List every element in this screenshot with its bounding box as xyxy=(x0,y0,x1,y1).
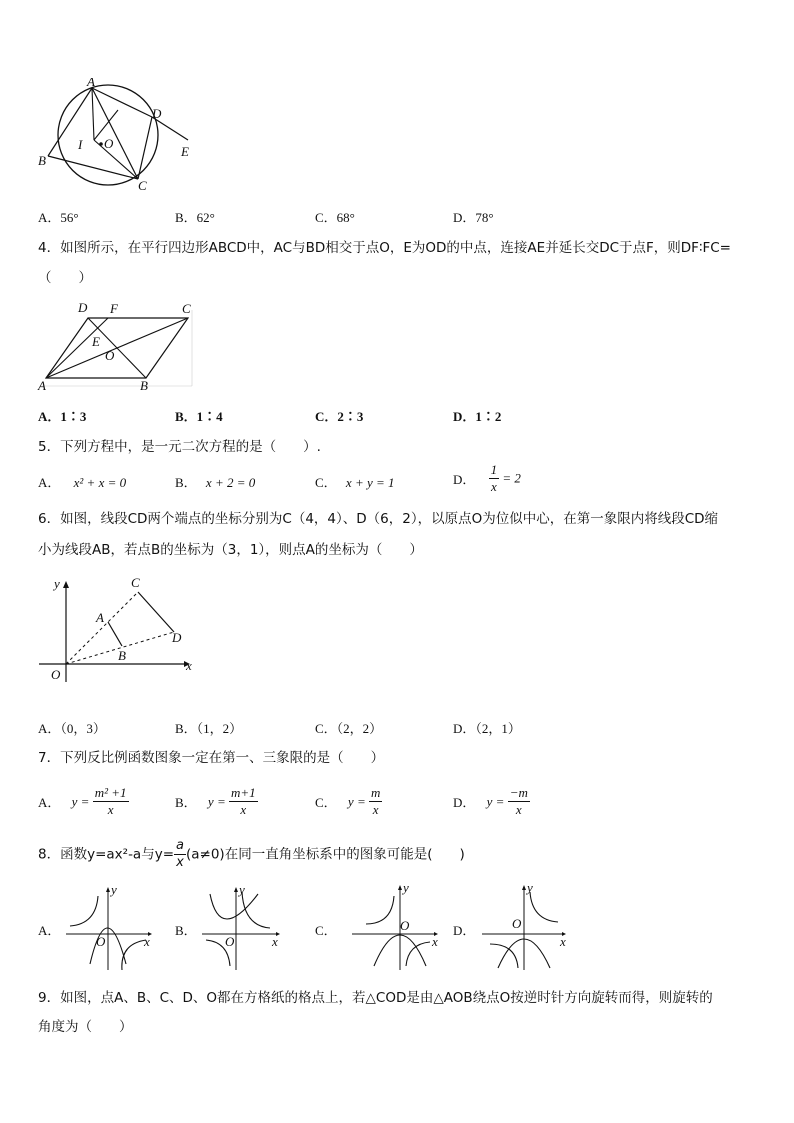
q6-label-x: x xyxy=(186,658,192,673)
q8-c-o-label: O xyxy=(400,918,410,933)
q8-a-x-label: x xyxy=(144,934,150,949)
q6-label-A: A xyxy=(96,610,104,625)
q5-option-c-prefix: C． xyxy=(315,475,337,490)
q3-circle-figure xyxy=(30,78,205,198)
q6-label-y: y xyxy=(54,576,60,591)
q6-label-D: D xyxy=(172,630,182,645)
q5-option-b-eq: x + 2 = 0 xyxy=(205,475,256,490)
q5-option-a[interactable] xyxy=(38,472,126,491)
q7-option-c-denominator: x xyxy=(372,802,379,817)
q6-option-a[interactable]: A．（0，3） xyxy=(38,721,106,736)
q3-label-E: E xyxy=(181,144,189,159)
q6-option-d[interactable]: D．（2，1） xyxy=(453,721,521,736)
q8-b-x-label: x xyxy=(272,934,278,949)
q6-label-B: B xyxy=(118,648,126,663)
q7-option-a-denominator: x xyxy=(107,802,114,817)
q5-option-d[interactable] xyxy=(453,462,521,495)
q4-label-A: A xyxy=(38,378,46,393)
q7-option-d-numerator: −m xyxy=(509,785,528,800)
q5-option-a-prefix: A． xyxy=(38,475,61,490)
q3-option-b[interactable]: B．62° xyxy=(175,210,215,225)
q8-c-y-label: y xyxy=(403,882,409,895)
q7-option-a-prefix: A． xyxy=(38,795,61,810)
q7-option-c-fraction xyxy=(369,785,382,818)
q7-option-c-prefix: C． xyxy=(315,795,337,810)
q7-option-d[interactable] xyxy=(453,785,530,818)
q7-option-c[interactable] xyxy=(315,785,382,818)
q8-a-y-label: y xyxy=(111,882,117,897)
q3-label-B: B xyxy=(38,153,46,168)
q6-option-c[interactable]: C．（2，2） xyxy=(315,721,383,736)
q7-option-d-denominator: x xyxy=(515,802,522,817)
q8-c-x-label: x xyxy=(432,934,438,949)
q4-question-cont: （ ） xyxy=(38,270,92,286)
q8-graph-b xyxy=(198,882,298,972)
q3-option-c[interactable]: C．68° xyxy=(315,210,355,225)
q9-question-cont: 角度为（ ） xyxy=(38,1019,133,1035)
q4-option-a[interactable]: A．1∶3 xyxy=(38,409,87,424)
q6-label-C: C xyxy=(131,575,140,590)
q7-option-b-fraction xyxy=(229,785,258,818)
q8-b-y-label: y xyxy=(239,882,245,897)
q4-label-D: D xyxy=(78,300,88,315)
q8-question-part-a: 8．函数y=ax²-a与y= xyxy=(38,846,175,863)
q4-question: 4．如图所示，在平行四边形ABCD中，AC与BD相交于点O，E为OD的中点，连接AE并延长交DC于点F，则DF∶FC= xyxy=(38,240,731,256)
q6-label-O: O xyxy=(51,667,61,682)
q7-option-c-numerator: m xyxy=(370,785,381,800)
q7-option-a-numerator: m² +1 xyxy=(94,785,127,800)
q3-option-d[interactable]: D．78° xyxy=(453,210,494,225)
q5-option-d-fraction xyxy=(489,462,500,495)
q7-option-b[interactable] xyxy=(175,785,258,818)
q3-label-D: D xyxy=(152,106,162,121)
q8-d-y-label: y xyxy=(527,882,533,895)
q4-label-F: F xyxy=(110,301,118,316)
q8-question-part-b: (a≠0)在同一直角坐标系中的图象可能是( ) xyxy=(185,846,465,863)
q7-option-a-lhs: y = xyxy=(71,793,90,809)
q5-option-d-rest: = 2 xyxy=(502,470,521,486)
q8-a-o-label: O xyxy=(96,934,106,949)
q8-d-x-label: x xyxy=(560,934,566,949)
q4-option-c[interactable]: C．2∶3 xyxy=(315,409,364,424)
q4-label-E: E xyxy=(92,334,100,349)
q8-d-o-label: O xyxy=(512,916,522,931)
q4-option-b[interactable]: B．1∶4 xyxy=(175,409,223,424)
q8-option-b[interactable]: B． xyxy=(175,923,197,938)
q5-option-c-eq: x + y = 1 xyxy=(345,475,395,490)
q7-option-d-fraction xyxy=(508,785,530,818)
q6-option-b[interactable]: B．（1，2） xyxy=(175,721,243,736)
q8-b-o-label: O xyxy=(225,934,235,949)
q7-option-b-lhs: y = xyxy=(207,793,226,809)
q3-option-a[interactable]: A．56° xyxy=(38,210,79,225)
q3-label-A: A xyxy=(87,78,95,89)
q5-option-a-eq: x² + x = 0 xyxy=(73,475,127,490)
q5-option-b[interactable] xyxy=(175,472,255,491)
q8-graph-a xyxy=(60,882,160,972)
q5-option-c[interactable] xyxy=(315,472,395,491)
q8-option-c[interactable]: C． xyxy=(315,923,337,938)
q7-option-d-lhs: y = xyxy=(486,793,505,809)
q7-option-b-denominator: x xyxy=(240,802,247,817)
q7-option-b-prefix: B． xyxy=(175,795,197,810)
q6-question-cont: 小为线段AB，若点B的坐标为（3，1），则点A的坐标为（ ） xyxy=(38,542,423,558)
q4-option-d[interactable]: D．1∶2 xyxy=(453,409,502,424)
q6-question: 6．如图，线段CD两个端点的坐标分别为C（4，4）、D（6，2），以原点O为位似中心，在第一象限内将线段CD缩 xyxy=(38,511,719,527)
q7-option-d-prefix: D． xyxy=(453,795,476,810)
q4-label-B: B xyxy=(140,378,148,393)
q3-label-I: I xyxy=(78,137,83,152)
q7-option-a-fraction xyxy=(93,785,129,818)
q4-parallelogram-figure xyxy=(36,298,196,393)
q8-graph-d xyxy=(476,882,576,972)
q8-option-d[interactable]: D． xyxy=(453,923,476,938)
q7-option-c-lhs: y = xyxy=(347,793,366,809)
q9-question: 9．如图，点A、B、C、D、O都在方格纸的格点上，若△COD是由△AOB绕点O按逆时针方向旋转而得，则旋转的 xyxy=(38,990,713,1006)
q8-question xyxy=(38,838,465,871)
q3-label-O: O xyxy=(104,136,114,151)
q8-graph-c xyxy=(348,882,448,972)
q4-label-O: O xyxy=(105,348,115,363)
q4-label-C: C xyxy=(182,301,191,316)
q5-option-d-prefix: D． xyxy=(453,472,476,487)
q6-coordinate-figure xyxy=(34,574,204,686)
q8-fraction xyxy=(174,838,186,871)
q5-option-d-numerator: 1 xyxy=(490,462,498,477)
q5-question: 5．下列方程中，是一元二次方程的是（ ）. xyxy=(38,439,321,455)
q8-fraction-denominator: x xyxy=(176,855,184,870)
q8-fraction-numerator: a xyxy=(176,838,184,853)
q8-option-a[interactable]: A． xyxy=(38,923,61,938)
q7-question: 7．下列反比例函数图象一定在第一、三象限的是（ ） xyxy=(38,750,385,766)
q3-label-C: C xyxy=(138,178,147,193)
q7-option-a[interactable] xyxy=(38,785,129,818)
q5-option-d-denominator: x xyxy=(491,479,497,494)
q7-option-b-numerator: m+1 xyxy=(230,785,256,800)
q5-option-b-prefix: B． xyxy=(175,475,197,490)
